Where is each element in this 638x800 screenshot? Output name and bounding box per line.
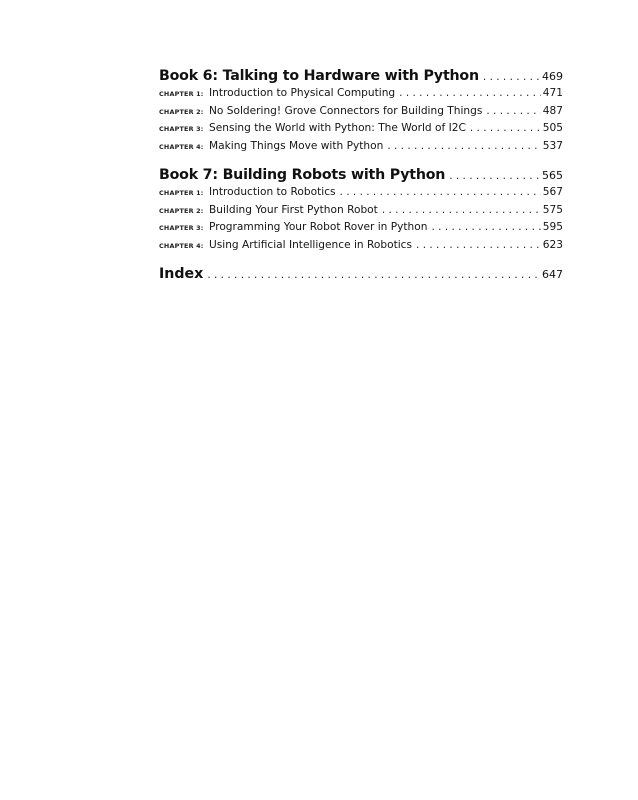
book-6-heading[interactable] xyxy=(159,68,563,84)
dot-leader xyxy=(399,87,541,99)
dot-leader xyxy=(207,269,540,281)
dot-leader xyxy=(486,105,540,117)
chapter-label: CHAPTER 4: xyxy=(159,142,204,151)
index-page-number: 647 xyxy=(542,268,563,281)
chapter-page-number: 623 xyxy=(542,238,563,251)
chapter-title: Sensing the World with Python: The World of I2C xyxy=(209,122,466,134)
chapter-page-number: 595 xyxy=(542,221,563,233)
chapter-title: Introduction to Robotics xyxy=(209,186,336,198)
toc-entry-chapter[interactable] xyxy=(159,186,563,204)
chapter-label: CHAPTER 3: xyxy=(159,224,204,232)
book-page-number: 469 xyxy=(542,70,563,83)
dot-leader xyxy=(416,239,541,251)
dot-leader xyxy=(431,221,540,233)
book-7-section xyxy=(159,167,563,256)
book-title: Book 7: Building Robots with Python xyxy=(159,167,446,183)
chapter-page-number: 505 xyxy=(542,122,563,134)
dot-leader xyxy=(470,122,541,134)
chapter-label: CHAPTER 1: xyxy=(159,189,204,197)
book-7-chapter-list xyxy=(159,186,563,256)
table-of-contents xyxy=(159,68,563,282)
chapter-page-number: 537 xyxy=(542,139,563,152)
book-6-section xyxy=(159,68,563,157)
chapter-label: CHAPTER 2: xyxy=(159,206,204,215)
chapter-label: CHAPTER 3: xyxy=(159,125,204,133)
book-7-heading[interactable] xyxy=(159,167,563,183)
chapter-label: CHAPTER 2: xyxy=(159,107,204,116)
book-6-chapter-list xyxy=(159,87,563,157)
toc-entry-chapter[interactable] xyxy=(159,87,563,105)
chapter-title: Introduction to Physical Computing xyxy=(209,87,396,99)
dot-leader xyxy=(340,186,541,198)
toc-entry-chapter[interactable] xyxy=(159,105,563,123)
index-heading[interactable] xyxy=(159,266,563,282)
dot-leader xyxy=(449,170,540,182)
chapter-label: CHAPTER 4: xyxy=(159,241,204,250)
chapter-page-number: 487 xyxy=(542,104,563,117)
chapter-page-number: 567 xyxy=(542,186,563,198)
toc-entry-chapter[interactable] xyxy=(159,239,563,257)
dot-leader xyxy=(387,140,540,152)
toc-entry-chapter[interactable] xyxy=(159,204,563,222)
chapter-title: Using Artificial Intelligence in Robotics xyxy=(209,238,413,251)
toc-entry-chapter[interactable] xyxy=(159,140,563,158)
toc-entry-chapter[interactable] xyxy=(159,122,563,140)
chapter-page-number: 471 xyxy=(542,87,563,99)
book-title: Book 6: Talking to Hardware with Python xyxy=(159,68,479,84)
chapter-title: Building Your First Python Robot xyxy=(209,203,378,216)
dot-leader xyxy=(382,204,541,216)
toc-entry-chapter[interactable] xyxy=(159,221,563,239)
chapter-title: No Soldering! Grove Connectors for Building Things xyxy=(209,104,483,117)
chapter-label: CHAPTER 1: xyxy=(159,90,204,98)
index-section xyxy=(159,266,563,282)
book-page-number: 565 xyxy=(542,169,563,182)
dot-leader xyxy=(483,71,540,83)
chapter-title: Making Things Move with Python xyxy=(209,139,384,152)
chapter-title: Programming Your Robot Rover in Python xyxy=(209,221,428,233)
index-title: Index xyxy=(159,266,204,282)
chapter-page-number: 575 xyxy=(542,203,563,216)
